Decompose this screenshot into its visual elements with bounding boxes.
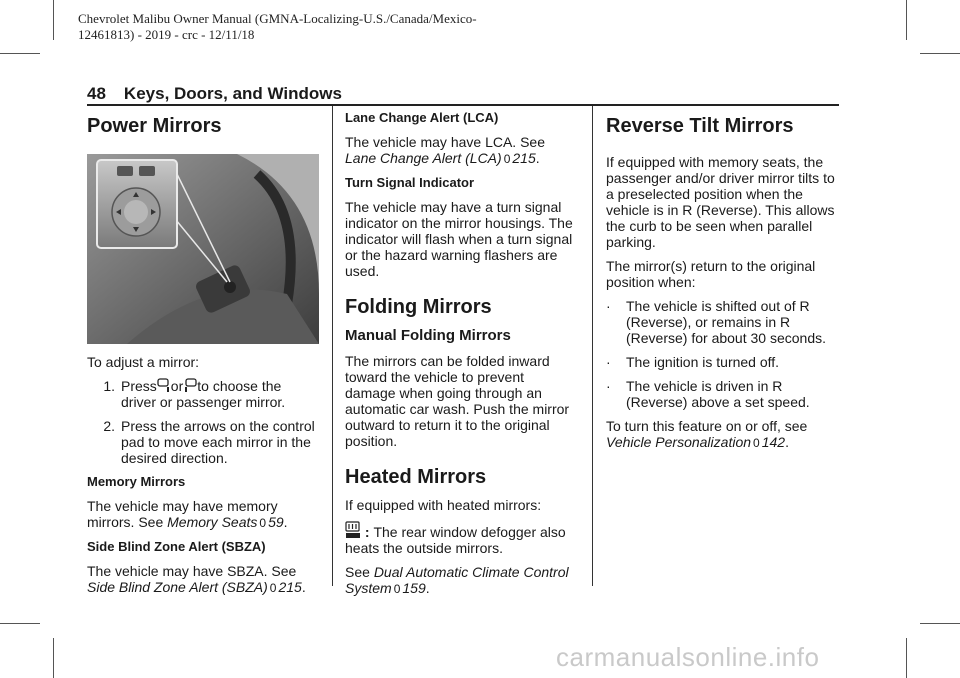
section-header [87, 84, 839, 104]
step-number: 1. [103, 378, 115, 394]
adjust-intro: To adjust a mirror: [87, 354, 200, 370]
column-1 [87, 106, 319, 604]
sbza-text: The vehicle may have SBZA. See Side Blind Zone Alert (SBZA) 0 215. [87, 563, 306, 595]
heading-heated-mirrors: Heated Mirrors [345, 466, 487, 488]
link-memory-seats[interactable]: Memory Seats [167, 514, 258, 530]
door-mirror-control-photo [87, 154, 319, 344]
crop-mark [0, 53, 40, 54]
manual-folding-text: The mirrors can be folded inward toward the vehicle to prevent damage when going through an automatic car wash. Push the mirror outward to return it to the original position. [345, 353, 570, 449]
step-number: 2. [103, 418, 115, 434]
step-text-pre: Press [121, 378, 157, 394]
heated-intro: If equipped with heated mirrors: [345, 497, 542, 513]
bullet: · [606, 378, 611, 394]
label-sbza: Side Blind Zone Alert (SBZA) [87, 539, 266, 554]
column-divider [592, 106, 593, 586]
return-conditions [606, 298, 840, 410]
heated-description: The rear window defogger also heats the outside mirrors. [345, 524, 566, 556]
page-ref-memory[interactable]: 59 [268, 514, 284, 530]
heading-folding-mirrors: Folding Mirrors [345, 296, 492, 318]
heading-power-mirrors: Power Mirrors [87, 115, 222, 137]
right-mirror-select-icon [183, 378, 197, 393]
lca-text: The vehicle may have LCA. See Lane Change Alert (LCA) 0 215. [345, 134, 545, 166]
adjust-steps [87, 378, 319, 466]
page-ref-lca[interactable]: 215 [512, 150, 536, 166]
step-item [87, 378, 319, 410]
crop-mark [920, 623, 960, 624]
turn-signal-text: The vehicle may have a turn signal indicator on the mirror housings. The indicator will flash when a turn signal or the hazard warning flashers are used. [345, 199, 573, 279]
link-climate-control[interactable]: Dual Automatic Climate Control System [345, 564, 569, 596]
step-item [87, 418, 319, 466]
page-ref-sbza[interactable]: 215 [278, 579, 302, 595]
page-number: 48 [87, 84, 106, 103]
page-ref-icon: 0 [503, 152, 511, 166]
personalization-text: To turn this feature on or off, see Vehicle Personalization 0 142. [606, 418, 808, 450]
link-sbza[interactable]: Side Blind Zone Alert (SBZA) [87, 579, 268, 595]
column-2 [345, 106, 577, 605]
watermark: carmanualsonline.info [556, 642, 820, 672]
page-ref-icon: 0 [753, 436, 760, 450]
see-lead: See [345, 564, 374, 580]
column-divider [332, 106, 333, 586]
crop-mark [920, 53, 960, 54]
crop-mark [906, 638, 907, 678]
meta-line-1: Chevrolet Malibu Owner Manual (GMNA-Localizing-U.S./Canada/Mexico- [78, 11, 477, 26]
list-item [606, 298, 840, 346]
lca-text-lead: The vehicle may have LCA. See [345, 134, 545, 150]
heading-reverse-tilt: Reverse Tilt Mirrors [606, 115, 794, 137]
heading-manual-folding: Manual Folding Mirrors [345, 327, 511, 344]
meta-line-2: 12461813) - 2019 - crc - 12/11/18 [78, 27, 255, 42]
label-lca: Lane Change Alert (LCA) [345, 110, 499, 125]
crop-mark [53, 638, 54, 678]
page-ref-climate[interactable]: 159 [402, 580, 426, 596]
memory-text: The vehicle may have memory mirrors. See [87, 498, 278, 530]
crop-mark [0, 623, 40, 624]
list-item-text: The ignition is turned off. [626, 354, 780, 370]
page-ref-icon: 0 [393, 582, 401, 596]
page-ref-icon: 0 [259, 516, 267, 530]
label-memory-mirrors: Memory Mirrors [87, 474, 186, 489]
mirror-control-illustration [87, 154, 319, 344]
page-ref-icon: 0 [269, 581, 277, 595]
climate-see-text: See Dual Automatic Climate Control System 0 159. [345, 564, 569, 596]
link-vehicle-personalization[interactable]: Vehicle Personalization [606, 434, 752, 450]
step-text: Press the arrows on the control pad to move each mirror in the desired direction. [121, 418, 315, 466]
step-text [121, 378, 319, 410]
list-item [606, 354, 840, 370]
list-item-text: The vehicle is driven in R (Reverse) above a set speed. [626, 378, 810, 410]
column-3 [606, 106, 840, 459]
link-lca[interactable]: Lane Change Alert (LCA) [345, 150, 502, 166]
step-text-post: to choose the driver or passenger mirror. [121, 378, 286, 410]
list-item-text: The vehicle is shifted out of R (Reverse), or remains in R (Reverse) for about 30 seconds. [626, 298, 826, 346]
page-ref-personalization[interactable]: 142 [761, 434, 786, 450]
bullet: · [606, 354, 611, 370]
rear-defogger-icon [345, 521, 361, 539]
step-text-mid: or [170, 378, 184, 394]
left-mirror-select-icon [157, 378, 171, 393]
heated-icon-text: : The rear window defogger also heats the outside mirrors. [345, 521, 577, 556]
bullet: · [606, 298, 611, 314]
toggle-lead: To turn this feature on or off, see [606, 418, 808, 434]
crop-mark [53, 0, 54, 40]
label-turn-signal: Turn Signal Indicator [345, 175, 475, 190]
memory-mirrors-text: The vehicle may have memory mirrors. See Memory Seats 0 59. [87, 498, 288, 530]
list-item [606, 378, 840, 410]
document-meta-header [78, 11, 477, 43]
return-text: The mirror(s) return to the original position when: [606, 258, 816, 290]
crop-mark [906, 0, 907, 40]
sbza-text-lead: The vehicle may have SBZA. See [87, 563, 297, 579]
reverse-tilt-intro: If equipped with memory seats, the passenger and/or driver mirror tilts to a preselected position when the vehicle is in R (Reverse). This allows the curb to be seen when parallel parking. [606, 154, 835, 250]
section-title: Keys, Doors, and Windows [123, 84, 342, 103]
